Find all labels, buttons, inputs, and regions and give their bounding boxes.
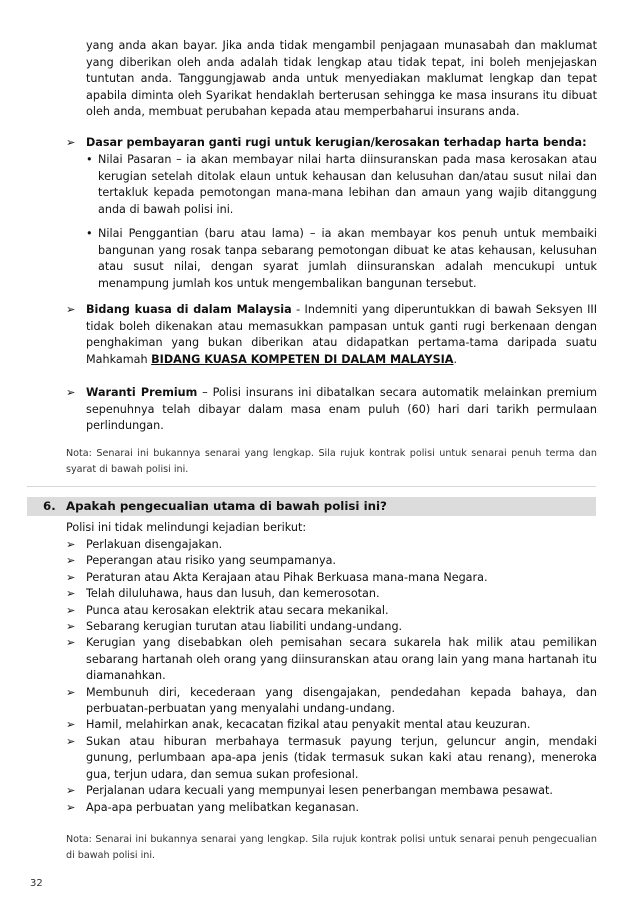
list-item — [66, 635, 597, 684]
list-item-text: Peperangan atau risiko yang seumpamanya. — [86, 554, 336, 568]
arrow-bullet-icon: ➢ — [66, 718, 76, 732]
top-paragraph: yang anda akan bayar. Jika anda tidak mengambil penjagaan munasabah dan maklumat yang diberikan oleh anda adalah tidak lengkap atau tidak tepat, ini boleh menjejaskan tuntutan anda. Tanggungjawab anda untuk menyediakan maklumat lengkap dan tepat apabila diminta oleh Syarikat hendaklah berterusan sehingga ke masa insurans itu dibuat oleh anda, membuat perubahan kepada atau memperbaharui insurans anda. — [86, 39, 597, 119]
list-item-text: Apa-apa perbuatan yang melibatkan keganasan. — [86, 800, 360, 814]
page-number: 32 — [30, 878, 43, 889]
basis-bullet-text: Nilai Pasaran – ia akan membayar nilai harta diinsuranskan pada masa kerosakan atau kerugian setelah ditolak elaun untuk kehausan dan kelusuhan dan/atau susut nilai dan tertakluk kepada pemotongan mana-mana lebihan dan amaun yang wajib ditanggung anda di bawah polisi ini. — [98, 153, 597, 216]
arrow-bullet-icon: ➢ — [66, 620, 76, 634]
bullet-icon: • — [86, 153, 93, 166]
arrow-bullet-icon: ➢ — [66, 734, 76, 748]
jurisdiction-item — [66, 302, 597, 368]
jurisdiction-link: BIDANG KUASA KOMPETEN DI DALAM MALAYSIA — [151, 352, 454, 366]
exclusions-list — [66, 537, 597, 816]
list-item — [66, 717, 597, 733]
list-item — [66, 800, 597, 816]
arrow-bullet-icon: ➢ — [66, 800, 76, 814]
list-item — [66, 783, 597, 799]
divider — [27, 486, 596, 487]
list-item — [66, 586, 597, 602]
list-item-text: Perlakuan disengajakan. — [86, 538, 223, 551]
basis-item — [66, 135, 597, 152]
arrow-bullet-icon: ➢ — [66, 386, 76, 399]
section-header — [27, 497, 596, 516]
list-item-text: Kerugian yang disebabkan oleh pemisahan secara sukarela hak milik atau pemilikan sebarang hartanah oleh orang yang diinsuranskan atau orang lain yang mana hartanah itu diamanahkan. — [86, 636, 597, 683]
arrow-bullet-icon: ➢ — [66, 784, 76, 798]
bullet-icon: • — [86, 227, 93, 240]
jurisdiction-end: . — [453, 352, 458, 366]
arrow-bullet-icon: ➢ — [66, 636, 76, 650]
arrow-bullet-icon: ➢ — [66, 570, 76, 584]
basis-bullet-text: Nilai Penggantian (baru atau lama) – ia akan membayar kos penuh untuk membaiki bangunan yang rosak tanpa sebarang pemotongan dibuat ke atas kehausan, kelusuhan atau susut nilai, dengan syarat jumlah diinsuranskan adalah mencukupi untuk menampung jumlah kos untuk mengembalikan bangunan tersebut. — [98, 227, 597, 290]
list-item-text: Telah diluluhawa, haus dan lusuh, dan kemerosotan. — [86, 587, 380, 601]
basis-bullet-2 — [86, 226, 597, 292]
basis-heading: Dasar pembayaran ganti rugi untuk kerugian/kerosakan terhadap harta benda: — [86, 136, 587, 149]
section-intro: Polisi ini tidak melindungi kejadian berikut: — [66, 521, 307, 534]
note-terms: Nota: Senarai ini bukannya senarai yang lengkap. Sila rujuk kontrak polisi untuk senarai penuh terma dan syarat di bawah polisi ini. — [66, 448, 597, 475]
jurisdiction-label: Bidang kuasa di dalam Malaysia — [86, 303, 292, 316]
list-item — [66, 734, 597, 783]
warranty-label: Waranti Premium — [86, 386, 198, 399]
arrow-bullet-icon: ➢ — [66, 587, 76, 601]
section-number: 6. — [43, 499, 56, 513]
list-item — [66, 619, 597, 635]
basis-bullet-1 — [86, 152, 597, 218]
list-item-text: Peraturan atau Akta Kerajaan atau Pihak Berkuasa mana-mana Negara. — [86, 570, 488, 584]
list-item — [66, 603, 597, 619]
list-item-text: Sebarang kerugian turutan atau liabiliti undang-undang. — [86, 620, 403, 634]
arrow-bullet-icon: ➢ — [66, 685, 76, 699]
list-item — [66, 685, 597, 718]
list-item — [66, 537, 597, 553]
list-item-text: Punca atau kerosakan elektrik atau secara mekanikal. — [86, 603, 389, 617]
note-exclusions: Nota: Senarai ini bukannya senarai yang lengkap. Sila rujuk kontrak polisi untuk senarai penuh pengecualian di bawah polisi ini. — [66, 834, 597, 861]
list-item-text: Hamil, melahirkan anak, kecacatan fizikal atau penyakit mental atau keuzuran. — [86, 718, 531, 732]
arrow-bullet-icon: ➢ — [66, 538, 76, 551]
list-item — [66, 553, 597, 569]
list-item-text: Membunuh diri, kecederaan yang disengajakan, pendedahan kepada bahaya, dan perbuatan-perbuatan yang menyalahi undang-undang. — [86, 685, 597, 716]
jurisdiction-text: - Indemniti yang diperuntukkan di bawah Seksyen III tidak boleh dikenakan atau memasukkan pampasan untuk ganti rugi berkenaan dengan penghakiman yang bukan diberikan atau didapatkan pertama-tama daripada suatu Mahkamah — [86, 303, 598, 366]
arrow-bullet-icon: ➢ — [66, 303, 76, 316]
list-item-text: Sukan atau hiburan merbahaya termasuk payung terjun, geluncur angin, mendaki gunung, perlumbaan apa-apa jenis (tidak termasuk sukan kaki atau renang), meneroka gua, terjun udara, dan semua sukan profesional. — [86, 734, 597, 781]
arrow-bullet-icon: ➢ — [66, 136, 76, 149]
warranty-text: – Polisi insurans ini dibatalkan secara automatik melainkan premium sepenuhnya telah dibayar dalam masa enam puluh (60) hari dari tarikh permulaan perlindungan. — [86, 386, 597, 433]
warranty-item — [66, 385, 597, 435]
section-title: Apakah pengecualian utama di bawah polisi ini? — [66, 499, 387, 513]
arrow-bullet-icon: ➢ — [66, 603, 76, 617]
arrow-bullet-icon: ➢ — [66, 554, 76, 568]
list-item-text: Perjalanan udara kecuali yang mempunyai lesen penerbangan membawa pesawat. — [86, 784, 553, 798]
list-item — [66, 570, 597, 586]
